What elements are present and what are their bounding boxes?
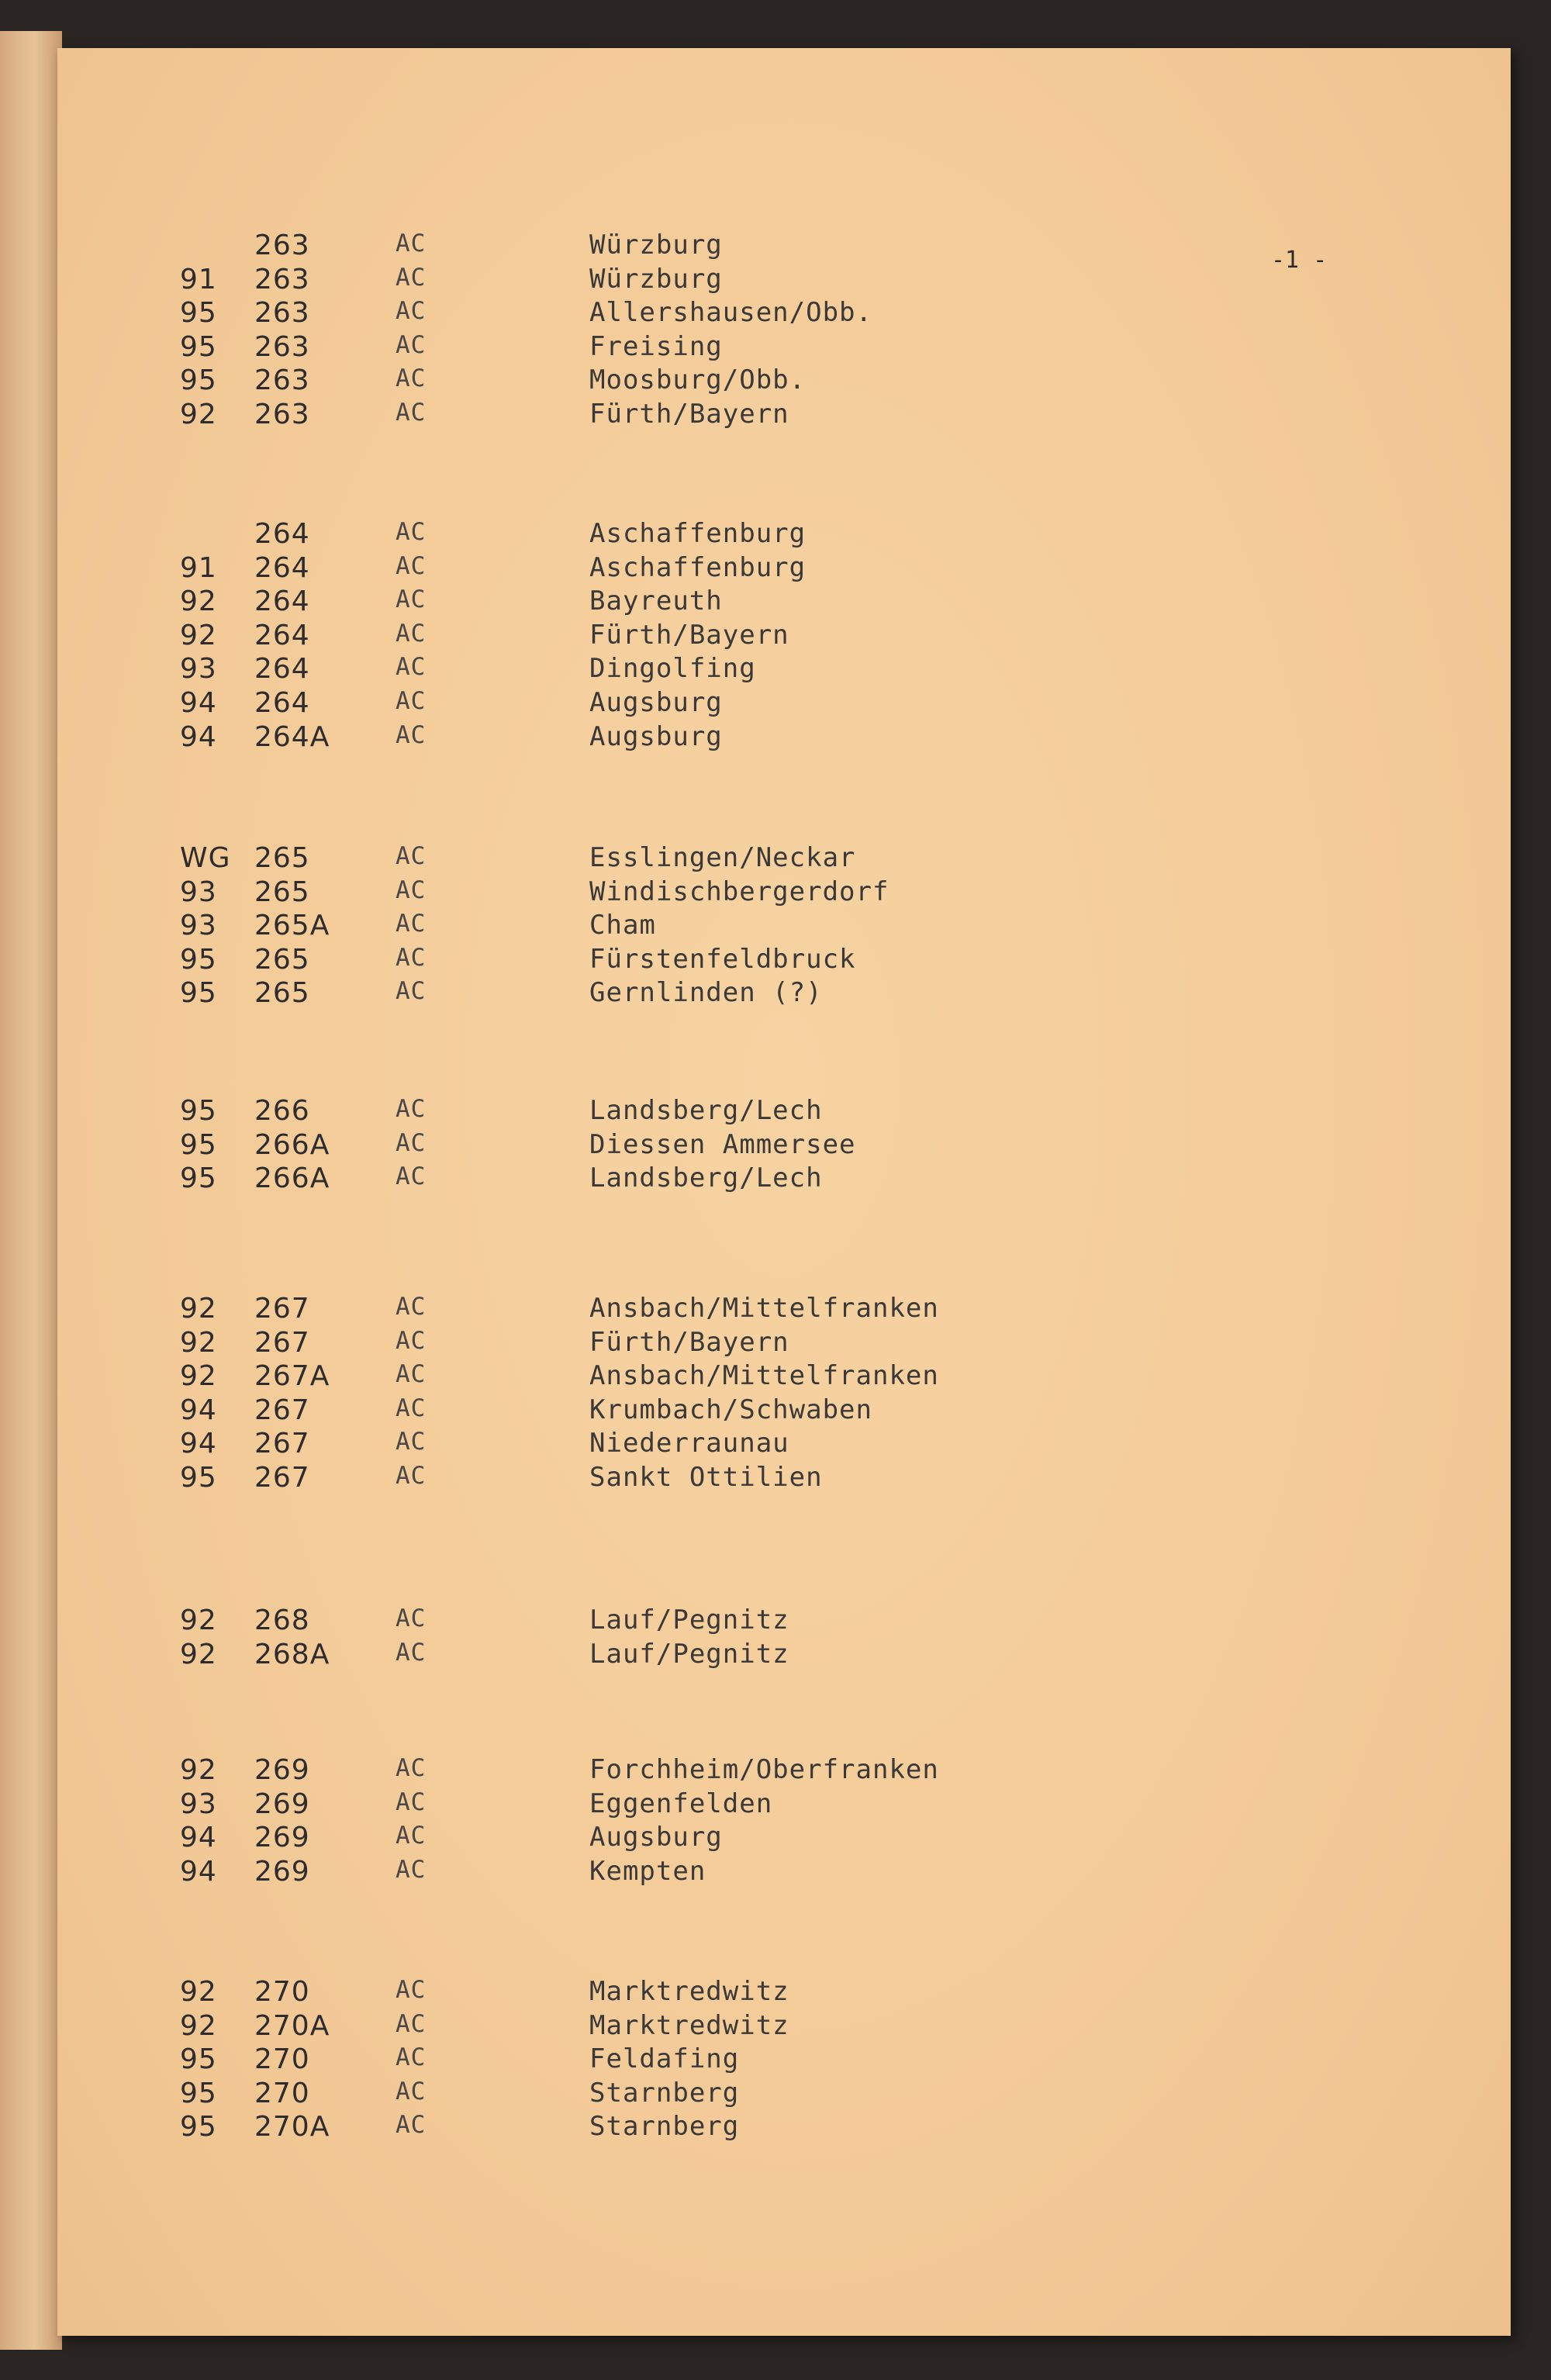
place-name: Gernlinden (?) <box>589 977 823 1009</box>
list-row <box>57 364 1511 399</box>
code: 95 <box>180 1462 217 1494</box>
number: 267 <box>254 1462 310 1494</box>
place-name: Würzburg <box>589 230 723 261</box>
list-row <box>57 1856 1511 1890</box>
place-name: Eggenfelden <box>589 1788 773 1819</box>
ac-mark: AC <box>396 399 427 427</box>
place-name: Starnberg <box>589 2111 740 2143</box>
list-row <box>57 552 1511 586</box>
place-name: Windischbergerdorf <box>589 876 889 907</box>
place-name: Landsberg/Lech <box>589 1095 823 1126</box>
ac-mark: AC <box>396 1462 427 1490</box>
place-name: Ansbach/Mittelfranken <box>589 1293 939 1324</box>
ac-mark: AC <box>396 1360 427 1389</box>
ac-mark: AC <box>396 653 427 682</box>
ac-mark: AC <box>396 1976 427 2004</box>
place-name: Fürth/Bayern <box>589 399 789 430</box>
place-name: Ansbach/Mittelfranken <box>589 1360 939 1392</box>
code: 95 <box>180 1095 217 1127</box>
list-row <box>57 842 1511 876</box>
list-row <box>57 977 1511 1011</box>
number: 270 <box>254 2077 310 2109</box>
code: 92 <box>180 1326 217 1359</box>
place-name: Aschaffenburg <box>589 518 807 549</box>
ac-mark: AC <box>396 2043 427 2072</box>
place-name: Kempten <box>589 1855 706 1887</box>
number: 270A <box>254 2111 330 2143</box>
list-row <box>57 2111 1511 2145</box>
document-page <box>57 48 1511 2336</box>
list-row <box>57 586 1511 620</box>
code: 92 <box>180 1605 217 1636</box>
list-row <box>57 1428 1511 1462</box>
code: 92 <box>180 399 217 430</box>
code: 91 <box>180 263 217 295</box>
code: 92 <box>180 586 217 618</box>
ac-mark: AC <box>396 943 427 972</box>
place-name: Marktredwitz <box>589 1976 789 2007</box>
ac-mark: AC <box>396 1293 427 1321</box>
code: 95 <box>180 1128 217 1161</box>
code: 95 <box>180 364 217 397</box>
place-name: Diessen Ammersee <box>589 1128 856 1160</box>
ac-mark: AC <box>396 842 427 870</box>
place-name: Freising <box>589 330 723 362</box>
ac-mark: AC <box>396 263 427 292</box>
place-name: Niederraunau <box>589 1428 789 1459</box>
number: 263 <box>254 364 310 397</box>
list-row <box>57 721 1511 755</box>
ac-mark: AC <box>396 910 427 938</box>
number: 264 <box>254 619 310 651</box>
list-row <box>57 399 1511 433</box>
code: 93 <box>180 653 217 686</box>
place-name: Cham <box>589 910 656 941</box>
code: 93 <box>180 910 217 942</box>
number: 263 <box>254 297 310 330</box>
code: 95 <box>180 977 217 1010</box>
code: WG <box>180 842 231 874</box>
place-name: Augsburg <box>589 1822 723 1853</box>
place-name: Fürth/Bayern <box>589 1326 789 1358</box>
list-row <box>57 1788 1511 1822</box>
number: 267 <box>254 1293 310 1325</box>
place-name: Feldafing <box>589 2043 740 2075</box>
place-name: Moosburg/Obb. <box>589 364 807 396</box>
ac-mark: AC <box>396 1162 427 1191</box>
ac-mark: AC <box>396 1394 427 1422</box>
number: 268 <box>254 1605 310 1636</box>
number: 265 <box>254 943 310 976</box>
ac-mark: AC <box>396 1428 427 1456</box>
ac-mark: AC <box>396 1095 427 1123</box>
place-name: Dingolfing <box>589 653 756 685</box>
code: 94 <box>180 1394 217 1426</box>
code: 92 <box>180 1976 217 2008</box>
code: 92 <box>180 619 217 651</box>
code: 95 <box>180 2111 217 2143</box>
number: 266A <box>254 1128 330 1161</box>
number: 263 <box>254 399 310 430</box>
number: 269 <box>254 1788 310 1820</box>
list-row <box>57 2043 1511 2078</box>
code: 92 <box>180 1293 217 1325</box>
ac-mark: AC <box>396 330 427 359</box>
number: 269 <box>254 1855 310 1888</box>
place-name: Würzburg <box>589 263 723 295</box>
code: 94 <box>180 1855 217 1888</box>
list-row <box>57 1605 1511 1639</box>
number: 270 <box>254 2043 310 2076</box>
ac-mark: AC <box>396 1822 427 1850</box>
number: 264A <box>254 720 330 753</box>
code: 92 <box>180 1638 217 1670</box>
code: 92 <box>180 2009 217 2042</box>
list-row <box>57 1293 1511 1327</box>
code: 94 <box>180 687 217 719</box>
list-row <box>57 944 1511 978</box>
place-name: Aschaffenburg <box>589 551 807 583</box>
place-name: Augsburg <box>589 687 723 718</box>
list-row <box>57 620 1511 654</box>
place-name: Fürstenfeldbruck <box>589 943 856 975</box>
number: 265 <box>254 876 310 908</box>
list-row <box>57 687 1511 721</box>
list-row <box>57 1162 1511 1197</box>
code: 93 <box>180 1788 217 1820</box>
list-row <box>57 1327 1511 1361</box>
number: 265 <box>254 842 310 874</box>
list-row <box>57 331 1511 365</box>
list-row <box>57 518 1511 552</box>
list-row <box>57 876 1511 910</box>
list-row <box>57 1360 1511 1394</box>
code: 93 <box>180 876 217 908</box>
number: 263 <box>254 263 310 295</box>
ac-mark: AC <box>396 297 427 326</box>
list-row <box>57 910 1511 944</box>
number: 267 <box>254 1326 310 1359</box>
place-name: Esslingen/Neckar <box>589 842 856 873</box>
ac-mark: AC <box>396 2111 427 2140</box>
number: 270 <box>254 1976 310 2008</box>
number: 264 <box>254 551 310 584</box>
list-row <box>57 1754 1511 1788</box>
place-name: Marktredwitz <box>589 2009 789 2041</box>
place-name: Fürth/Bayern <box>589 619 789 651</box>
number: 267 <box>254 1394 310 1426</box>
page-number: -1 - <box>1271 247 1328 274</box>
list-row <box>57 1394 1511 1428</box>
place-name: Lauf/Pegnitz <box>589 1638 789 1670</box>
code: 91 <box>180 551 217 584</box>
number: 265A <box>254 910 330 942</box>
ac-mark: AC <box>396 364 427 393</box>
list-row <box>57 653 1511 687</box>
number: 266A <box>254 1162 330 1195</box>
list-row <box>57 264 1511 298</box>
code: 94 <box>180 720 217 753</box>
code: 95 <box>180 943 217 976</box>
ac-mark: AC <box>396 1638 427 1667</box>
list-row <box>57 1639 1511 1673</box>
ac-mark: AC <box>396 2077 427 2105</box>
number: 265 <box>254 977 310 1010</box>
ac-mark: AC <box>396 619 427 648</box>
ac-mark: AC <box>396 1754 427 1782</box>
number: 269 <box>254 1754 310 1786</box>
number: 264 <box>254 653 310 686</box>
list-row <box>57 1976 1511 2010</box>
code: 95 <box>180 2043 217 2076</box>
place-name: Augsburg <box>589 720 723 752</box>
number: 269 <box>254 1822 310 1854</box>
code: 94 <box>180 1428 217 1460</box>
list-row <box>57 230 1511 264</box>
number: 267A <box>254 1360 330 1393</box>
place-name: Forchheim/Oberfranken <box>589 1754 939 1785</box>
code: 95 <box>180 330 217 363</box>
list-row <box>57 2010 1511 2044</box>
place-name: Allershausen/Obb. <box>589 297 872 329</box>
place-name: Krumbach/Schwaben <box>589 1394 872 1425</box>
ac-mark: AC <box>396 1788 427 1816</box>
code: 95 <box>180 1162 217 1195</box>
list-row <box>57 1822 1511 1856</box>
number: 264 <box>254 687 310 719</box>
code: 94 <box>180 1822 217 1854</box>
ac-mark: AC <box>396 977 427 1006</box>
ac-mark: AC <box>396 551 427 580</box>
number: 263 <box>254 230 310 261</box>
list-row <box>57 2078 1511 2112</box>
number: 263 <box>254 330 310 363</box>
ac-mark: AC <box>396 1605 427 1632</box>
ac-mark: AC <box>396 586 427 614</box>
list-row <box>57 1129 1511 1163</box>
book-binding-edge <box>0 31 62 2350</box>
number: 268A <box>254 1638 330 1670</box>
ac-mark: AC <box>396 1128 427 1157</box>
ac-mark: AC <box>396 230 427 257</box>
list-row <box>57 1462 1511 1496</box>
number: 270A <box>254 2009 330 2042</box>
ac-mark: AC <box>396 687 427 715</box>
ac-mark: AC <box>396 518 427 546</box>
code: 92 <box>180 1754 217 1786</box>
place-name: Lauf/Pegnitz <box>589 1605 789 1636</box>
number: 264 <box>254 518 310 550</box>
ac-mark: AC <box>396 2009 427 2038</box>
number: 266 <box>254 1095 310 1127</box>
code: 92 <box>180 1360 217 1393</box>
place-name: Landsberg/Lech <box>589 1162 823 1194</box>
list-row <box>57 297 1511 331</box>
list-row <box>57 1095 1511 1129</box>
number: 264 <box>254 586 310 618</box>
place-name: Sankt Ottilien <box>589 1462 823 1493</box>
code: 95 <box>180 2077 217 2109</box>
code: 95 <box>180 297 217 330</box>
ac-mark: AC <box>396 720 427 749</box>
ac-mark: AC <box>396 1855 427 1884</box>
ac-mark: AC <box>396 876 427 904</box>
ac-mark: AC <box>396 1326 427 1355</box>
place-name: Starnberg <box>589 2077 740 2109</box>
number: 267 <box>254 1428 310 1460</box>
place-name: Bayreuth <box>589 586 723 617</box>
